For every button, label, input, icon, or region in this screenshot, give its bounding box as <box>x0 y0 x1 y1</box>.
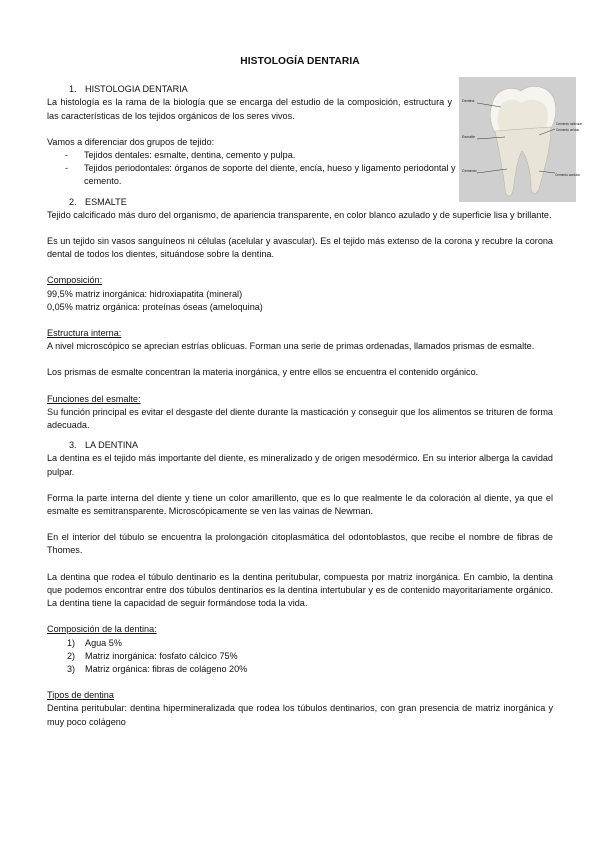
list-item-text: Agua 5% <box>85 637 122 648</box>
dentin-paragraph-4: La dentina que rodea el túbulo dentinario es la dentina peritubular, compuesta por matriz inorgánica. En cambio, la dentina que podemos encontrar entre dos túbulos dentinarios es la dentina intertubular y es de contenido mayoritariamente orgánico. La dentina tiene la capacidad de seguir formándose toda la vida. <box>47 571 553 609</box>
dentin-paragraph-3: En el interior del túbulo se encuentra la prolongación citoplasmática del odontoblastos, que recibe el nombre de fibras de Thomes. <box>47 532 553 556</box>
document-page <box>47 55 553 729</box>
dentin-composition-list <box>47 637 553 677</box>
section-1-title: HISTOLOGIA DENTARIA <box>85 84 188 95</box>
list-item <box>67 637 553 650</box>
section-3-title: LA DENTINA <box>85 440 139 451</box>
list-item-number: 1) <box>67 637 76 648</box>
list-item: - Tejidos periodontales: órganos de soporte del diente, encía, hueso y ligamento periodontal y cemento. <box>63 162 468 188</box>
enamel-structure-paragraph: A nivel microscópico se aprecian estrías oblicuas. Forman una serie de primas ordenadas, llamados prismas de esmalte. <box>47 341 535 352</box>
section-2-number: 2. <box>69 196 77 207</box>
section-1-intro: La histología es la rama de la biología que se encarga del estudio de la composición, estructura y las características de los tejidos orgánicos de los seres vivos. <box>47 97 452 121</box>
list-item <box>67 663 553 676</box>
section-3-number: 3. <box>69 440 77 451</box>
enamel-functions-heading: Funciones del esmalte: <box>47 393 141 404</box>
list-item-number: 3) <box>67 663 76 674</box>
section-1-heading <box>47 83 553 96</box>
tissue-groups-list <box>47 149 468 189</box>
label-esmalte: Esmalte <box>462 135 475 139</box>
enamel-structure-heading: Estructura interna: <box>47 328 122 339</box>
dentin-types-heading: Tipos de dentina <box>47 690 114 701</box>
dentin-paragraph-1: La dentina es el tejido más importante del diente, es mineralizado y de origen mesodérmico. En su interior alberga la cavidad pulpar. <box>47 453 553 477</box>
enamel-prisms-paragraph: Los prismas de esmalte concentran la materia inorgánica, y entre ellos se encuentra el contenido orgánico. <box>47 367 479 378</box>
section-2-heading <box>47 196 553 209</box>
enamel-functions-paragraph: Su función principal es evitar el desgaste del diente durante la masticación y conseguir que los alimentos se trituren de forma adecuada. <box>47 406 553 431</box>
list-item-number: 2) <box>67 650 76 661</box>
label-cemento-acelular: Cemento acelular <box>555 173 580 177</box>
list-item-text: Matriz inorgánica: fosfato cálcico 75% <box>85 650 238 661</box>
label-cemento-celular: Cemento celular <box>556 128 580 132</box>
label-cemento-radicular: Cemento radicular <box>556 122 583 126</box>
list-item-text: Matriz orgánica: fibras de colágeno 20% <box>85 663 248 674</box>
list-item: - Tejidos dentales: esmalte, dentina, cemento y pulpa. <box>63 149 468 162</box>
tissue-groups-intro: Vamos a diferenciar dos grupos de tejido: <box>47 136 215 147</box>
label-cemento: Cemento <box>462 169 477 173</box>
list-item <box>67 650 553 663</box>
section-1-number: 1. <box>69 84 77 95</box>
enamel-composition-heading: Composición: <box>47 275 103 286</box>
section-2-title: ESMALTE <box>85 196 127 207</box>
enamel-composition-line: 0,05% matriz orgánica: proteínas óseas (ameloquina) <box>47 301 263 312</box>
dentin-types-paragraph: Dentina peritubular: dentina hipermineralizada que rodea los túbulos dentinarios, con gran presencia de matriz inorgánica y muy poco colágeno <box>47 703 553 727</box>
enamel-composition-line: 99,5% matriz inorgánica: hidroxiapatita (mineral) <box>47 288 243 299</box>
document-title: HISTOLOGÍA DENTARIA <box>240 56 360 67</box>
dentin-paragraph-2: Forma la parte interna del diente y tiene un color amarillento, que es lo que realmente le da coloración al diente, ya que el esmalte es semitransparente. Microscópicamente se ven las vainas de Newman. <box>47 492 553 517</box>
enamel-description: Tejido calcificado más duro del organismo, de apariencia transparente, en color blanco azulado y de superficie lisa y brillante. <box>47 209 552 220</box>
label-dentina: Dentina <box>462 99 475 103</box>
dentin-composition-heading: Composición de la dentina: <box>47 624 157 635</box>
enamel-tissue-paragraph: Es un tejido sin vasos sanguíneos ni células (acelular y avascular). Es el tejido más extenso de la corona y recubre la corona dental de todos los dientes, situándose sobre la dentina. <box>47 236 553 260</box>
section-3-heading <box>47 439 553 452</box>
